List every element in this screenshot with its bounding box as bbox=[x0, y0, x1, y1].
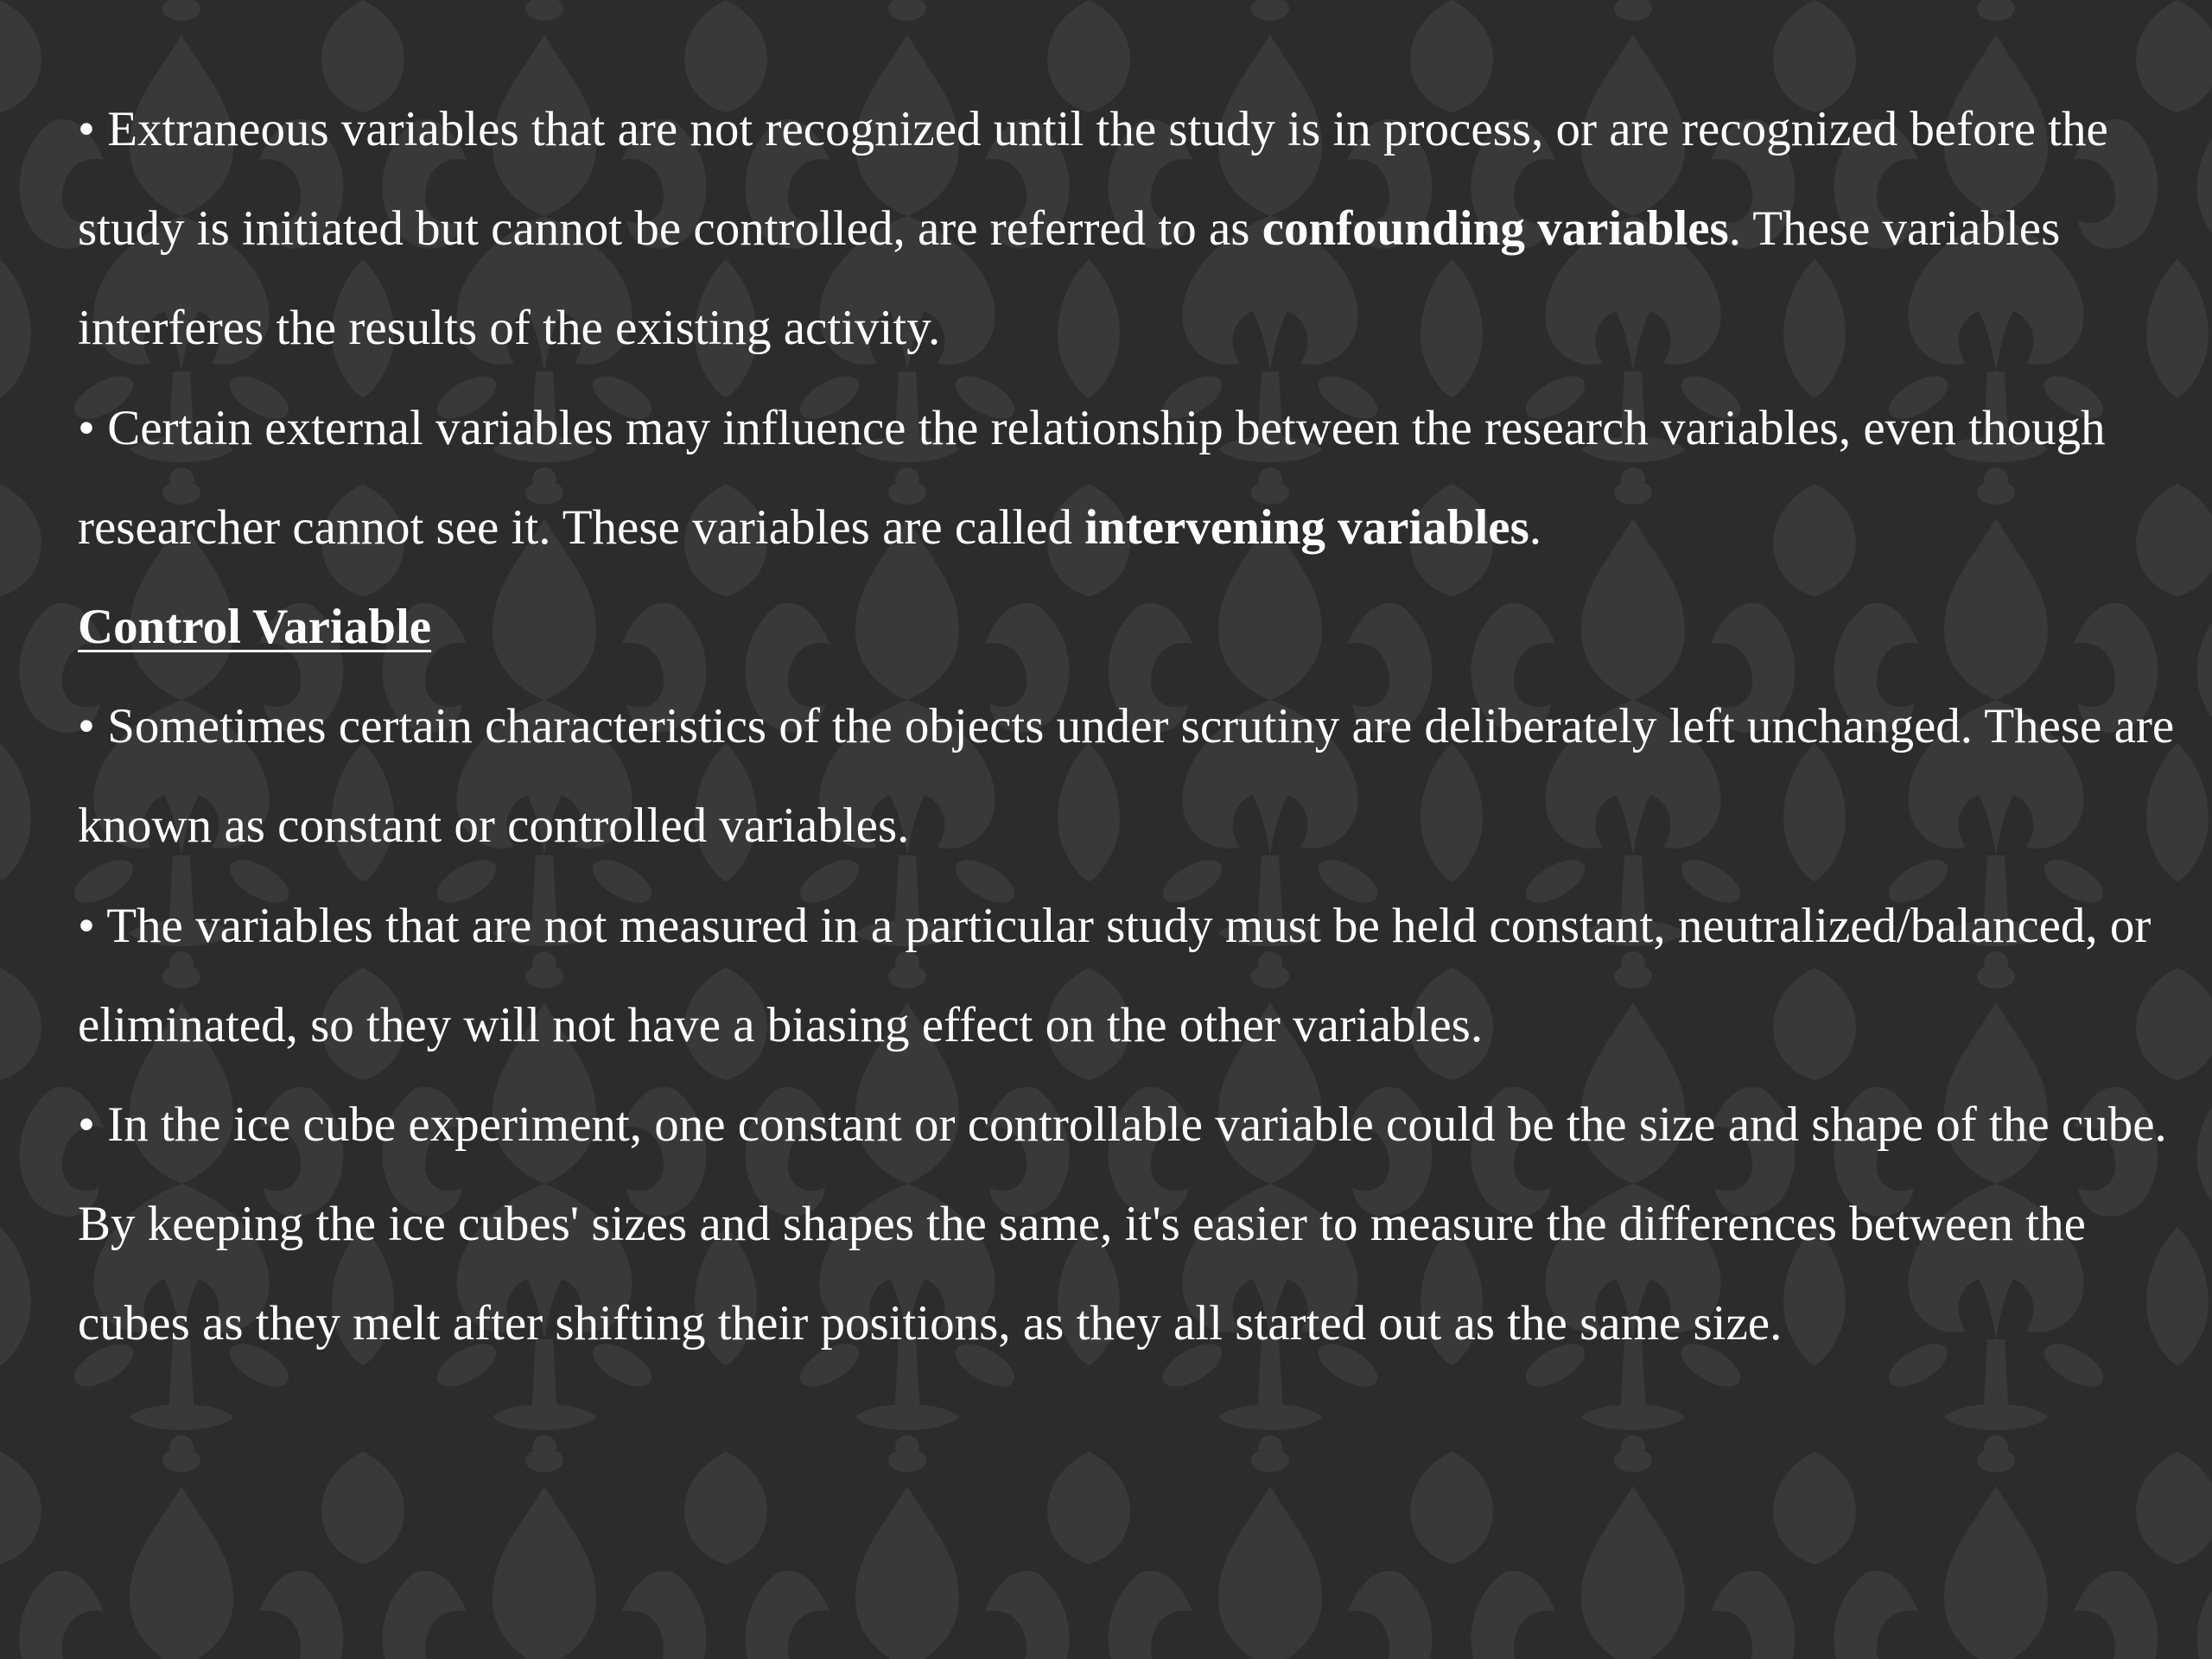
slide-body bbox=[78, 79, 2186, 1374]
confounding-text-part1: Extraneous variables that are not recognized until the study is in process, or are recognized before the study is initiated but cannot be controlled, are referred to as bbox=[78, 102, 2108, 257]
bullet-paragraph bbox=[78, 1075, 2186, 1374]
bullet-glyph: • bbox=[78, 400, 95, 455]
bullet-glyph: • bbox=[78, 699, 95, 754]
bullet-paragraph bbox=[78, 677, 2186, 875]
bullet-paragraph bbox=[78, 876, 2186, 1075]
paragraph-confounding-variables bbox=[78, 79, 2186, 378]
bullet-glyph: • bbox=[78, 1097, 95, 1153]
bullet-text: Sometimes certain characteristics of the objects under scrutiny are deliberately left unchanged. These are known as constant or controlled variables. bbox=[78, 699, 2175, 854]
intervening-variables-term: intervening variables bbox=[1084, 499, 1529, 555]
bullet-glyph: • bbox=[78, 102, 95, 156]
bullet-text: The variables that are not measured in a particular study must be held constant, neutralized/balanced, or eliminated, so they will not have a biasing effect on the other variables. bbox=[78, 898, 2152, 1052]
intervening-text-part1: Certain external variables may influence the relationship between the research variables, even though researcher cannot see it. These variables are called bbox=[78, 400, 2106, 555]
intervening-text-part2: . bbox=[1529, 499, 1542, 555]
bullet-text: In the ice cube experiment, one constant or controllable variable could be the size and shape of the cube. By keeping the ice cubes' sizes and shapes the same, it's easier to measure the differences between the cubes as they melt after shifting their positions, as they all started out as the same size. bbox=[78, 1097, 2167, 1351]
paragraph-intervening-variables bbox=[78, 378, 2186, 577]
control-variable-heading: Control Variable bbox=[78, 600, 432, 655]
confounding-variables-term: confounding variables bbox=[1262, 201, 1729, 257]
bullet-glyph: • bbox=[78, 898, 95, 953]
confounding-text-part2: . These variables interferes the results of the existing activity. bbox=[78, 201, 2061, 356]
